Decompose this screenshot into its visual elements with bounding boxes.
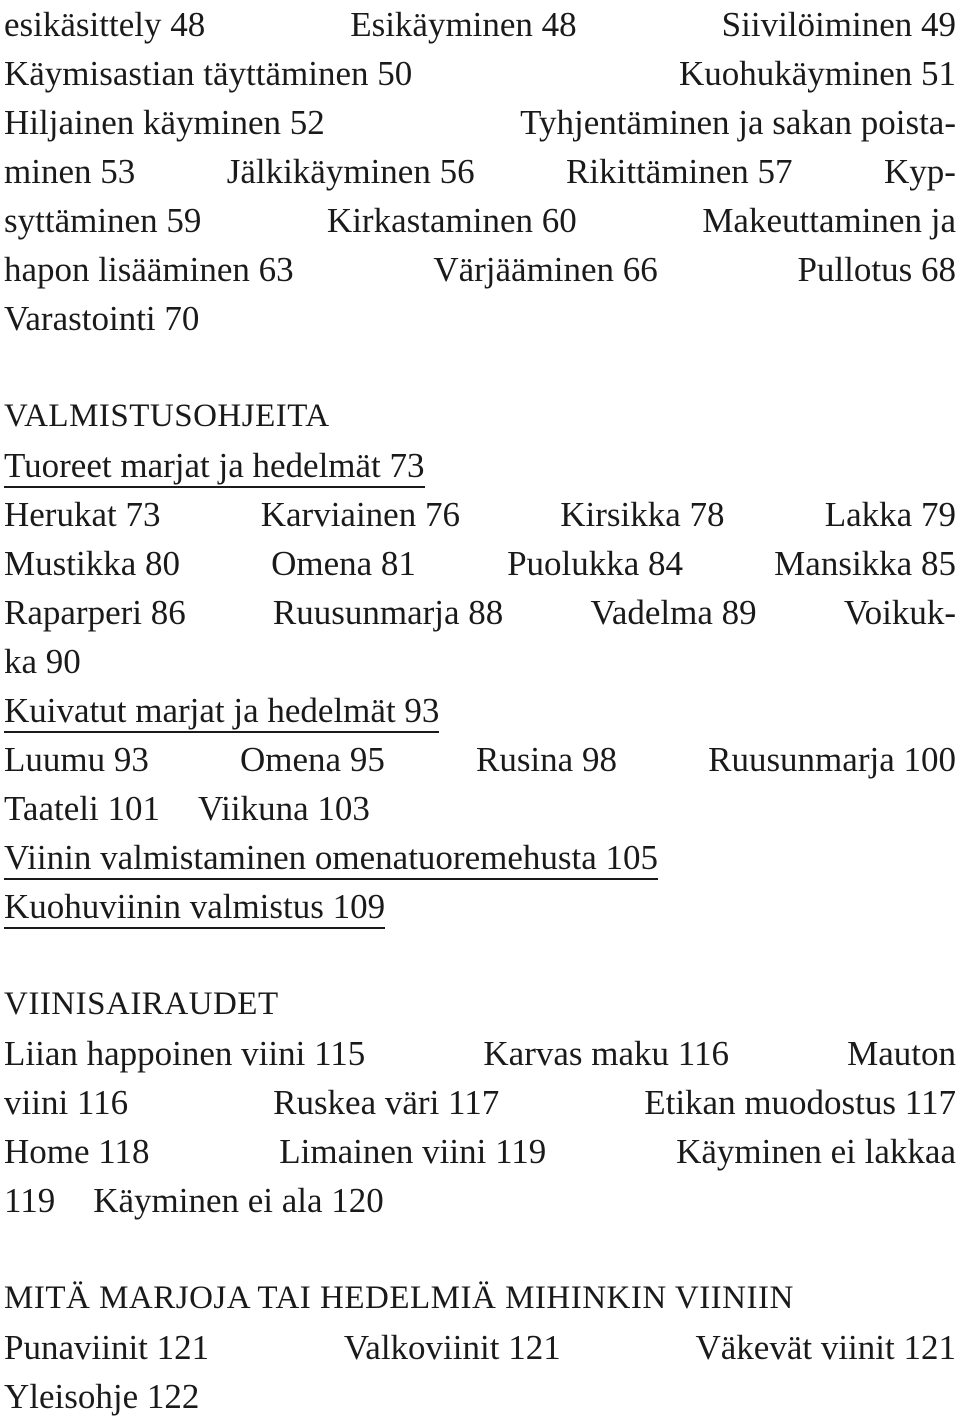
- toc-entry: esikäsittely 48: [4, 5, 206, 44]
- toc-entry: Käyminen ei ala 120: [93, 1181, 384, 1220]
- toc-line: [4, 245, 956, 294]
- toc-line: [4, 1078, 956, 1127]
- toc-line: [4, 49, 956, 98]
- toc-entry: Mansikka 85: [774, 544, 956, 583]
- toc-entry: Etikan muodostus 117: [644, 1083, 956, 1122]
- toc-entry: Pullotus 68: [797, 250, 956, 289]
- toc-entry: Mauton: [847, 1034, 956, 1073]
- toc-line: [4, 147, 956, 196]
- toc-entry: Herukat 73: [4, 495, 161, 534]
- toc-entry: Viikuna 103: [197, 789, 370, 828]
- toc-entry: syttäminen 59: [4, 201, 202, 240]
- toc-entry: minen 53: [4, 152, 136, 191]
- toc-entry: Valkoviinit 121: [343, 1328, 561, 1367]
- toc-entry: Rusina 98: [475, 740, 617, 779]
- toc-line: [4, 0, 956, 49]
- toc-entry: Kirkastaminen 60: [326, 201, 577, 240]
- toc-entry: hapon lisääminen 63: [4, 250, 294, 289]
- toc-entry: Omena 95: [240, 740, 385, 779]
- mita-marjoja-section: [4, 1274, 956, 1421]
- subsection-title-line: [4, 441, 956, 490]
- toc-entry: Esikäyminen 48: [350, 5, 577, 44]
- toc-entry: Makeuttaminen ja: [702, 201, 956, 240]
- toc-entry: Karvas maku 116: [483, 1034, 729, 1073]
- toc-entry: Varastointi 70: [4, 299, 200, 338]
- toc-entry: Vadelma 89: [590, 593, 757, 632]
- toc-line: [4, 588, 956, 637]
- section-gap: [4, 343, 956, 392]
- toc-line: [4, 490, 956, 539]
- subsection-title-line: [4, 882, 956, 931]
- toc-entry: Jälkikäyminen 56: [226, 152, 475, 191]
- toc-entry: Ruskea väri 117: [273, 1083, 500, 1122]
- intro-section: [4, 0, 956, 343]
- toc-entry: Tyhjentäminen ja sakan poista-: [520, 103, 956, 142]
- toc-entry: Raparperi 86: [4, 593, 186, 632]
- toc-entry: Ruusunmarja 88: [272, 593, 504, 632]
- toc-entry: Hiljainen käyminen 52: [4, 103, 325, 142]
- toc-entry: Rikittäminen 57: [566, 152, 793, 191]
- toc-line: [4, 98, 956, 147]
- subsection-title: Kuohuviinin valmistus 109: [4, 886, 385, 929]
- toc-line: [4, 1127, 956, 1176]
- subsection-title-line: [4, 833, 956, 882]
- toc-entry: Luumu 93: [4, 740, 149, 779]
- toc-entry: Voikuk-: [843, 593, 956, 632]
- toc-entry: viini 116: [4, 1083, 129, 1122]
- toc-entry: Home 118: [4, 1132, 150, 1171]
- toc-entry: Puolukka 84: [507, 544, 684, 583]
- toc-entry: Ruusunmarja 100: [708, 740, 956, 779]
- toc-line: [4, 1029, 956, 1078]
- subsection-title-line: [4, 686, 956, 735]
- toc-entry: Kirsikka 78: [560, 495, 725, 534]
- section-heading: VIINISAIRAUDET: [4, 986, 279, 1022]
- toc-line: [4, 637, 956, 686]
- toc-entry: Kuohukäyminen 51: [678, 54, 956, 93]
- valmistusohjeita-section: [4, 392, 956, 931]
- toc-entry: Siivilöiminen 49: [721, 5, 956, 44]
- toc-line: [4, 784, 956, 833]
- subsection-title: Viinin valmistaminen omenatuoremehusta 105: [4, 837, 658, 880]
- toc-line: [4, 539, 956, 588]
- toc-entry: 119: [4, 1181, 56, 1220]
- viinisairaudet-section: [4, 980, 956, 1225]
- toc-line: [4, 294, 956, 343]
- toc-entry: Lakka 79: [824, 495, 956, 534]
- toc-entry: ka 90: [4, 642, 81, 681]
- toc-entry: Kyp-: [884, 152, 956, 191]
- toc-line: [4, 196, 956, 245]
- toc-entry: Punaviinit 121: [4, 1328, 210, 1367]
- toc-entry: Liian happoinen viini 115: [4, 1034, 366, 1073]
- toc-entry: Taateli 101: [4, 789, 160, 828]
- toc-entry: Käyminen ei lakkaa: [676, 1132, 956, 1171]
- subsection-title: Kuivatut marjat ja hedelmät 93: [4, 690, 439, 733]
- toc-entry: Karviainen 76: [260, 495, 460, 534]
- section-gap: [4, 931, 956, 980]
- toc-entry: Käymisastian täyttäminen 50: [4, 54, 413, 93]
- toc-line: [4, 735, 956, 784]
- toc-line: [4, 1176, 956, 1225]
- toc-entry: Limainen viini 119: [279, 1132, 547, 1171]
- section-gap: [4, 1225, 956, 1274]
- toc-page: [4, 0, 956, 1421]
- section-heading: MITÄ MARJOJA TAI HEDELMIÄ MIHINKIN VIINIIN: [4, 1280, 794, 1316]
- subsection-title: Tuoreet marjat ja hedelmät 73: [4, 445, 425, 488]
- toc-entry: Yleisohje 122: [4, 1377, 200, 1416]
- toc-entry: Väkevät viinit 121: [695, 1328, 956, 1367]
- toc-entry: Värjääminen 66: [433, 250, 658, 289]
- toc-line: [4, 1323, 956, 1372]
- toc-entry: Mustikka 80: [4, 544, 180, 583]
- toc-entry: Omena 81: [271, 544, 416, 583]
- toc-line: [4, 1372, 956, 1421]
- section-heading: VALMISTUSOHJEITA: [4, 398, 330, 434]
